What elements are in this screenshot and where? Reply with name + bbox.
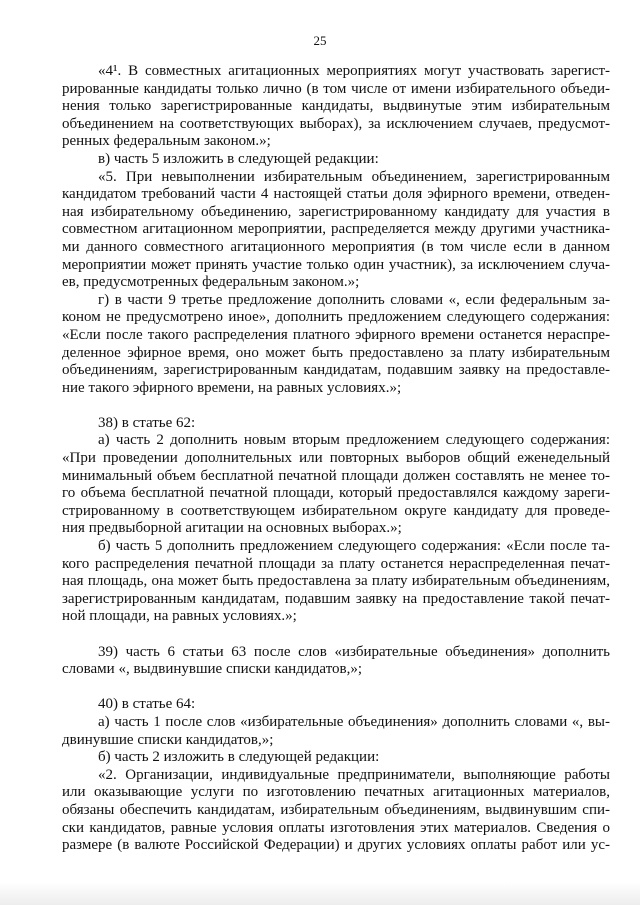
text-line: ние такого эфирного времени, на равных условиях.»; <box>62 379 402 396</box>
paragraph-gap <box>62 626 610 644</box>
text-line: стрированному в соответствующем избирательном округе кандидату для проведе- <box>62 502 610 519</box>
text-line: объединениям, зарегистрированным кандидатам, подавшим заявку на предоставле- <box>62 362 610 379</box>
text-line: а) часть 1 после слов «избирательные объединения» дополнить словами «, вы- <box>98 713 610 730</box>
text-line: ная избирательному объединению, зарегистрированному кандидату для участия в <box>62 203 610 220</box>
text-line: ния предвыборной агитации на основных выборах.»; <box>62 520 402 537</box>
page-number: 25 <box>313 33 327 48</box>
text-line: словами «, выдвинувшие списки кандидатов,»; <box>62 661 363 678</box>
text-line: 39) часть 6 статьи 63 после слов «избирательные объединения» дополнить <box>98 643 610 660</box>
text-line: ной площади, на равных условиях.»; <box>62 608 297 625</box>
page-bottom-edge <box>0 882 640 905</box>
text-line: ренных федеральным законом.»; <box>62 133 271 150</box>
text-line: «2. Организации, индивидуальные предприниматели, выполняющие работы <box>98 766 610 783</box>
text-line: обязаны обеспечить кандидатам, избирательным объединениям, выдвинувшим спи- <box>62 801 610 818</box>
text-line: ев, предусмотренных федеральным законом.»; <box>62 274 360 291</box>
text-line: ная площадь, она может быть предоставлена за плату избирательным объединениям, <box>62 573 610 590</box>
text-line: б) часть 2 изложить в следующей редакции: <box>98 749 380 766</box>
text-line: рированные кандидаты только лично (в том числе от имени избирательного объеди- <box>62 80 610 97</box>
text-line: «Если после такого распределения платного эфирного времени останется нераспре- <box>62 326 610 343</box>
text-line: ми данного совместного агитационного мероприятия (в том числе если в данном <box>62 238 610 255</box>
text-line: ски кандидатов, равные условия оплаты изготовления этих материалов. Сведения о <box>62 819 610 836</box>
text-line: деленное эфирное время, оно может быть предоставлено за плату избирательным <box>62 344 610 361</box>
text-line: коном не предусмотрено иное», дополнить предложением следующего содержания: <box>62 309 610 326</box>
text-line: мероприятии может принять участие только один участник), за исключением случа- <box>62 256 610 273</box>
text-line: минимальный объем бесплатной печатной площади должен составлять не менее то- <box>62 467 610 484</box>
text-line: размере (в валюте Российской Федерации) и других условиях оплаты работ или ус- <box>62 837 610 854</box>
text-line: 38) в статье 62: <box>98 414 196 431</box>
text-line: «5. При невыполнении избирательным объединением, зарегистрированным <box>98 168 610 185</box>
text-line: объединением на соответствующих выборах), за исключением случаев, предусмот- <box>62 115 610 132</box>
text-line: нения только зарегистрированные кандидаты, выдвинутые этим избирательным <box>62 98 610 115</box>
text-line: г) в части 9 третье предложение дополнить словами «, если федеральным за- <box>98 291 610 308</box>
text-line: двинувшие списки кандидатов,»; <box>62 731 274 748</box>
paragraph-gap <box>62 679 610 697</box>
text-line: в) часть 5 изложить в следующей редакции: <box>98 150 379 167</box>
text-line: кого распределения печатной площади за плату останется нераспределенная печат- <box>62 555 610 572</box>
text-line: зарегистрированным кандидатам, подавшим заявку на предоставление такой печат- <box>62 590 610 607</box>
text-line: а) часть 2 дополнить новым вторым предложением следующего содержания: <box>98 432 610 449</box>
text-line: «При проведении дополнительных или повторных выборов общий еженедельный <box>62 450 610 467</box>
text-line: совместном агитационном мероприятии, распределяется между другими участника- <box>62 221 610 238</box>
text-line: го объема бесплатной печатной площади, который предоставлялся каждому зареги- <box>62 485 610 502</box>
document-body <box>62 63 610 855</box>
text-line: «4¹. В совместных агитационных мероприятиях могут участвовать зарегист- <box>98 63 610 79</box>
text-line: 40) в статье 64: <box>98 696 196 713</box>
text-line: б) часть 5 дополнить предложением следующего содержания: «Если после та- <box>98 538 610 555</box>
text-line: кандидатом требований части 4 настоящей статьи доля эфирного времени, отведен- <box>62 186 610 203</box>
paragraph-gap <box>62 397 610 415</box>
text-line: или оказывающие услуги по изготовлению печатных агитационных материалов, <box>62 784 610 801</box>
